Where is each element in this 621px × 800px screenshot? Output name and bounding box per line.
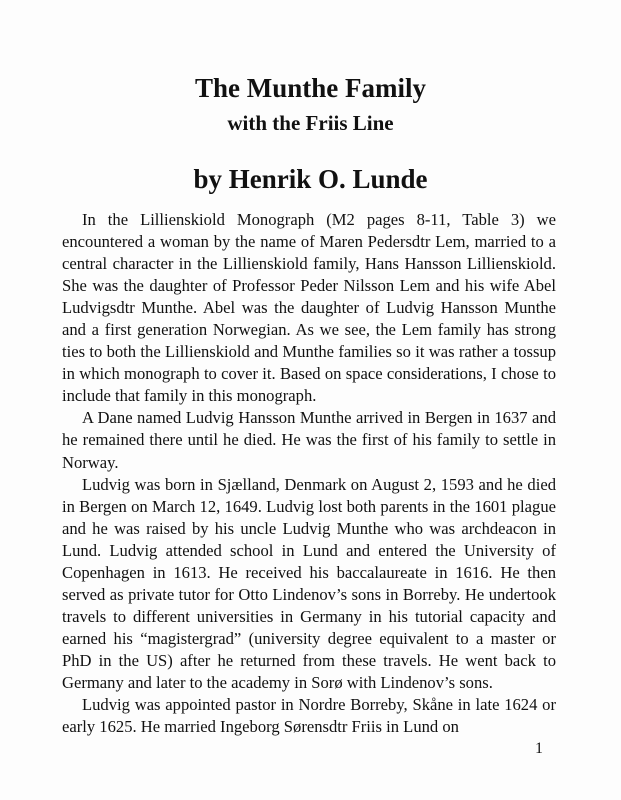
paragraph-2: A Dane named Ludvig Hansson Munthe arrived in Bergen in 1637 and he remained there until he died. He was the first of his family to settle in Norway. xyxy=(62,408,556,472)
body-text xyxy=(62,209,556,738)
paragraph-1: In the Lillienskiold Monograph (M2 pages 8-11, Table 3) we encountered a woman by the name of Maren Pedersdtr Lem, married to a central character in the Lillienskiold family, Hans Hansson Lillienskiold. She was the daughter of Professor Peder Nilsson Lem and his wife Abel Ludvigsdtr Munthe. Abel was the daughter of Ludvig Hansson Munthe and a first generation Norwegian. As we see, the Lem family has strong ties to both the Lillienskiold and Munthe families so it was rather a tossup in which monograph to cover it. Based on space considerations, I chose to include that family in this monograph. xyxy=(62,210,556,406)
paragraph-3: Ludvig was born in Sjælland, Denmark on August 2, 1593 and he died in Bergen on March 12, 1649. Ludvig lost both parents in the 1601 plague and he was raised by his uncle Ludvig Munthe who was archdeacon in Lund. Ludvig attended school in Lund and entered the University of Copenhagen in 1613. He received his baccalaureate in 1616. He then served as private tutor for Otto Lindenov’s sons in Borreby. He undertook travels to different universities in Germany in his tutorial capacity and earned his “magistergrad” (university degree equivalent to a master or PhD in the US) after he returned from these travels. He went back to Germany and later to the academy in Sorø with Lindenov’s sons. xyxy=(62,474,556,692)
document-author: by Henrik O. Lunde xyxy=(193,164,428,194)
paragraph-4: Ludvig was appointed pastor in Nordre Borreby, Skåne in late 1624 or early 1625. He married Ingeborg Sørensdtr Friis in Lund on xyxy=(62,695,556,737)
document-title: The Munthe Family xyxy=(194,73,426,103)
page-number: 1 xyxy=(535,740,543,757)
document-subtitle: with the Friis Line xyxy=(227,111,394,135)
